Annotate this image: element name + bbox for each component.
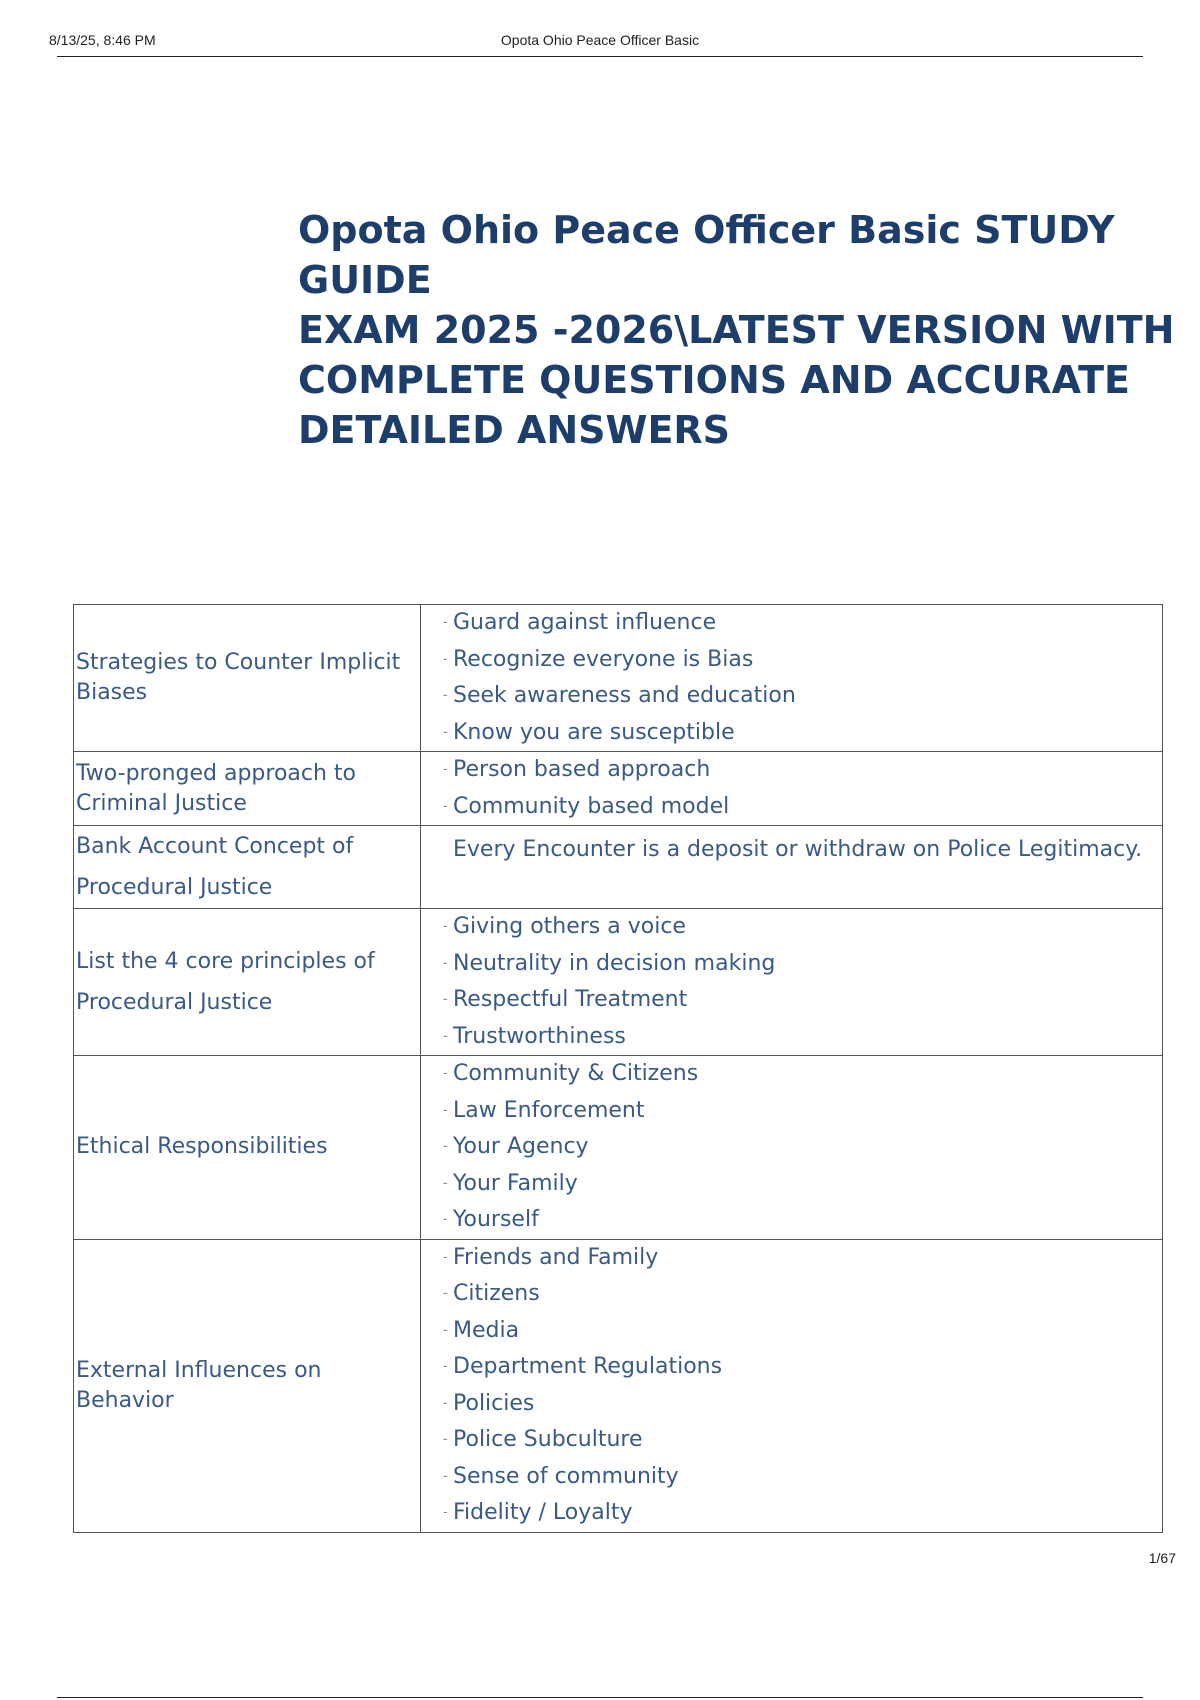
term-text: Two-pronged approach to Criminal Justice [76,760,357,816]
answer-item: - Community & Citizens [453,1056,1152,1093]
table-row [74,909,1163,1056]
answer-item: - Friends and Family [453,1240,1152,1277]
page-number: 1/67 [1148,1550,1176,1566]
term-cell [74,826,421,909]
term-cell [74,1239,421,1532]
term-cell [74,752,421,826]
answer-cell [421,909,1163,1056]
answer-item: - Community based model [453,789,1152,826]
footer-divider [57,1697,1143,1698]
term-cell [74,909,421,1056]
study-table [73,604,1163,1533]
answer-cell [421,1239,1163,1532]
answer-item: - Neutrality in decision making [453,946,1152,983]
answer-item: - Giving others a voice [453,909,1152,946]
term-text: Bank Account Concept of Procedural Justice [76,834,354,900]
answer-item: - Department Regulations [453,1349,1152,1386]
answer-item: - Fidelity / Loyalty [453,1495,1152,1532]
answer-item: - Seek awareness and education [453,678,1152,715]
print-header [49,26,1143,57]
answer-item: - Policies [453,1386,1152,1423]
answer-item: - Recognize everyone is Bias [453,642,1152,679]
table-row [74,752,1163,826]
table-row [74,826,1163,909]
title-line: DETAILED ANSWERS [298,408,731,452]
answer-item: - Trustworthiness [453,1019,1152,1056]
answer-item: - Police Subculture [453,1422,1152,1459]
answer-cell [421,605,1163,752]
document-title [298,205,1178,455]
answer-item: - Citizens [453,1276,1152,1313]
answer-item: - Law Enforcement [453,1093,1152,1130]
term-text: Ethical Responsibilities [76,1134,328,1160]
term-cell [74,1056,421,1240]
print-title: Opota Ohio Peace Officer Basic [500,32,700,48]
answer-item: - Your Family [453,1166,1152,1203]
answer-item: - Sense of community [453,1459,1152,1496]
answer-item: - Media [453,1313,1152,1350]
table-row [74,1239,1163,1532]
answer-cell [421,752,1163,826]
term-text: External Influences on Behavior [76,1357,322,1413]
title-line: Opota Ohio Peace Officer Basic STUDY GUIDE [298,208,1115,302]
answer-item: - Guard against influence [453,605,1152,642]
answer-cell [421,1056,1163,1240]
answer-text: Every Encounter is a deposit or withdraw on Police Legitimacy. [453,837,1143,862]
answer-item: - Yourself [453,1202,1152,1239]
term-cell [74,605,421,752]
table-row [74,605,1163,752]
print-date: 8/13/25, 8:46 PM [49,32,156,48]
answer-item: - Person based approach [453,752,1152,789]
answer-item: - Your Agency [453,1129,1152,1166]
title-line: COMPLETE QUESTIONS AND ACCURATE [298,358,1131,402]
table-row [74,1056,1163,1240]
term-text: List the 4 core principles of Procedural Justice [76,949,375,1015]
answer-item: - Know you are susceptible [453,715,1152,752]
answer-item: - Respectful Treatment [453,982,1152,1019]
title-line: EXAM 2025 -2026\LATEST VERSION WITH [298,308,1175,352]
answer-cell [421,826,1163,909]
term-text: Strategies to Counter Implicit Biases [76,650,401,705]
